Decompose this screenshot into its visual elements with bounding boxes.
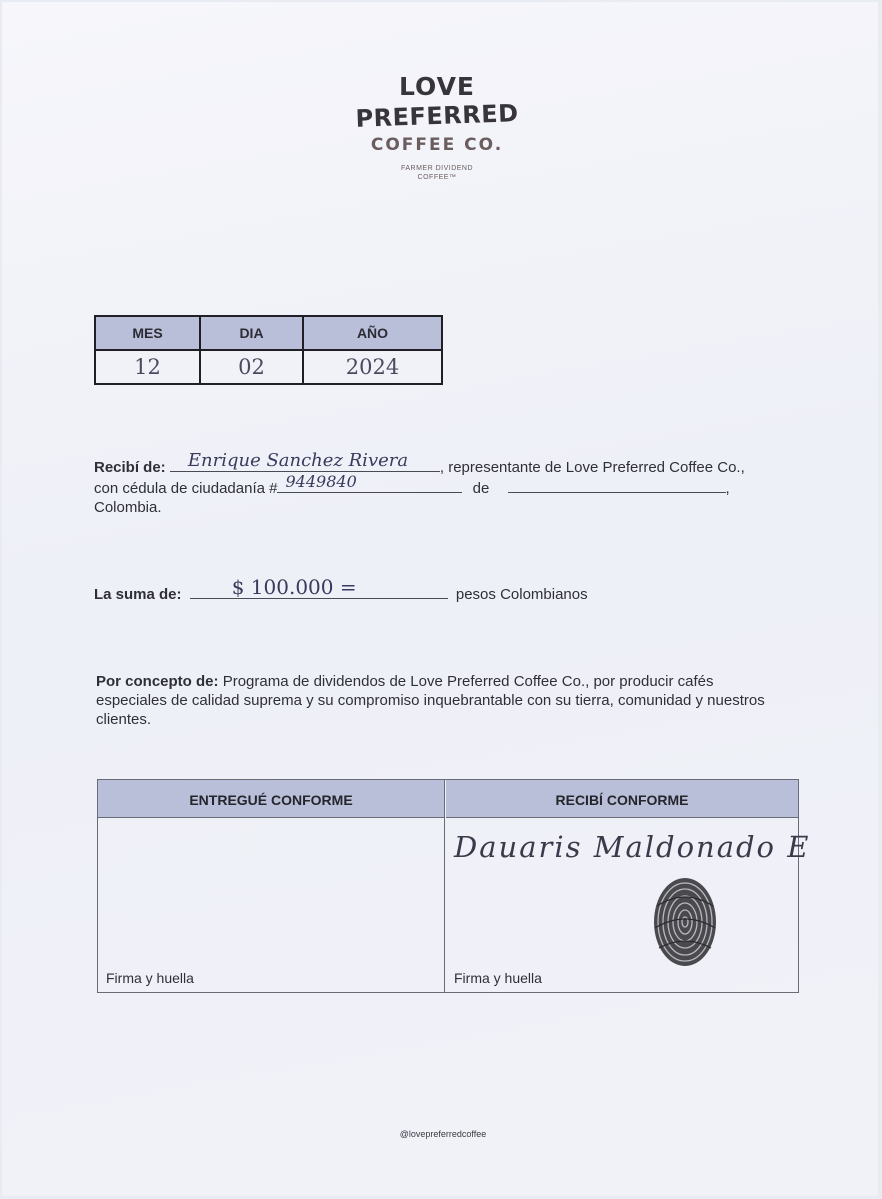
amount-label: La suma de: bbox=[94, 586, 182, 603]
date-header-mes: MES bbox=[95, 316, 200, 350]
date-header-dia: DIA bbox=[200, 316, 303, 350]
id-number-field[interactable] bbox=[277, 472, 462, 493]
signature-table bbox=[97, 779, 811, 993]
id-number-label: con cédula de ciudadanía # bbox=[94, 480, 278, 497]
received-from-paragraph bbox=[94, 450, 814, 517]
logo-tagline-2: COFFEE™ bbox=[417, 174, 457, 181]
amount-suffix: pesos Colombianos bbox=[455, 586, 588, 603]
receipt-page bbox=[2, 2, 878, 1196]
amount-value: $ 100.000 = bbox=[231, 575, 357, 599]
received-from-label: Recibí de: bbox=[94, 459, 166, 476]
concept-text: Programa de dividendos de Love Preferred Coffee Co., por producir cafés especiales de calidad suprema y su compromiso inquebrantable con su tierra, comunidad y nuestros clientes. bbox=[96, 673, 765, 728]
from-place-field[interactable] bbox=[508, 477, 726, 493]
delivered-signature-label: Firma y huella bbox=[106, 970, 194, 986]
id-number-value: 9449840 bbox=[285, 472, 357, 491]
date-value-ano[interactable]: 2024 bbox=[303, 350, 442, 384]
received-from-field[interactable] bbox=[170, 450, 440, 472]
country-text: Colombia. bbox=[94, 499, 162, 516]
date-header-ano: AÑO bbox=[303, 316, 442, 350]
received-from-suffix: , representante de Love Preferred Coffee Co., bbox=[439, 459, 745, 476]
company-logo bbox=[332, 72, 542, 182]
received-signature-label: Firma y huella bbox=[454, 970, 542, 986]
received-column bbox=[446, 780, 811, 992]
concept-paragraph bbox=[96, 672, 786, 729]
from-place-comma: , bbox=[725, 480, 730, 497]
delivered-header: ENTREGUÉ CONFORME bbox=[98, 780, 444, 818]
fingerprint-icon bbox=[651, 876, 719, 968]
amount-field[interactable] bbox=[190, 575, 448, 599]
logo-tagline bbox=[332, 164, 542, 182]
received-from-name: Enrique Sanchez Rivera bbox=[187, 450, 409, 471]
date-value-dia[interactable]: 02 bbox=[200, 350, 303, 384]
amount-line bbox=[94, 575, 588, 604]
logo-line-coffee-co: COFFEE CO. bbox=[370, 135, 504, 155]
handwritten-signature: Dauaris Maldonado E bbox=[454, 830, 811, 864]
logo-line-preferred: PREFERRED bbox=[355, 99, 519, 133]
logo-line-love: LOVE bbox=[398, 72, 476, 101]
footer-handle: @lovepreferredcoffee bbox=[399, 1129, 487, 1139]
received-header: RECIBÍ CONFORME bbox=[446, 780, 798, 818]
from-place-label: de bbox=[472, 480, 490, 497]
logo-tagline-1: FARMER DIVIDEND bbox=[400, 165, 474, 172]
concept-label: Por concepto de: bbox=[96, 673, 219, 690]
date-value-mes[interactable]: 12 bbox=[95, 350, 200, 384]
date-table bbox=[94, 315, 443, 385]
delivered-column bbox=[98, 780, 445, 992]
